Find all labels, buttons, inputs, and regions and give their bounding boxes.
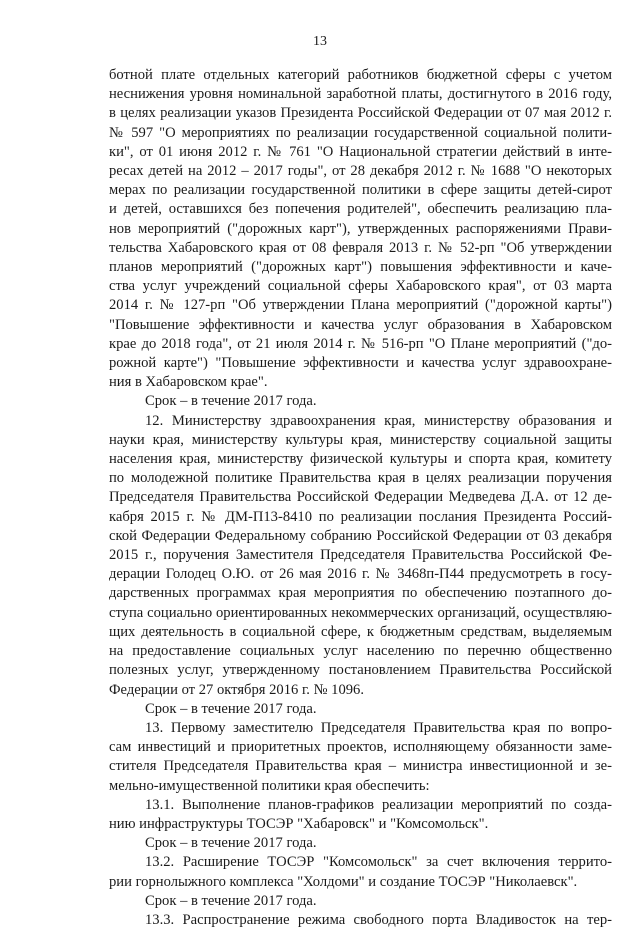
text-line: ресах детей на 2012 – 2017 годы", от 28 декабря 2012 г. № 1688 "О некоторых — [109, 163, 612, 180]
text-line: рожной карте") "Повышение эффективности и качества услуг здравоохране- — [109, 355, 612, 372]
text-line: дерации Голодец О.Ю. от 26 мая 2016 г. № 3468п-П44 предусмотреть в госу- — [109, 566, 612, 583]
text-line: 13. Первому заместителю Председателя Правительства края по вопро- — [145, 719, 612, 736]
text-line: 13.1. Выполнение планов-графиков реализации мероприятий по созда- — [145, 796, 612, 813]
text-line: 12. Министерству здравоохранения края, министерству образования и — [145, 412, 612, 429]
text-line: щих деятельность в социальной сфере, к бюджетным средствам, выделяемым — [109, 623, 612, 640]
text-line: стителя Председателя Правительства края – министра инвестиционной и зе- — [109, 758, 612, 775]
text-line: крае до 2018 года", от 21 июля 2014 г. № 516-рп "О Плане мероприятий ("до- — [109, 335, 612, 352]
page-number: 13 — [313, 34, 327, 49]
text-line: неснижения уровня номинальной заработной платы, достигнутого в 2016 году, — [109, 86, 612, 103]
text-line: и детей, оставшихся без попечения родителей", обеспечить реализацию пла- — [109, 201, 612, 218]
document-body — [109, 66, 612, 930]
text-line: 13.3. Распространение режима свободного порта Владивосток на тер- — [145, 911, 612, 928]
text-line: полезных услуг, утвержденному постановлением Правительства Российской — [109, 662, 612, 679]
text-line: науки края, министерству культуры края, министерству социальной защиты — [109, 431, 612, 448]
text-line: Федерации от 27 октября 2016 г. № 1096. — [109, 681, 364, 698]
text-line: ступа социально ориентированных некоммерческих организаций, осуществляю- — [109, 604, 612, 621]
text-line: Срок – в течение 2017 года. — [145, 700, 317, 717]
text-line: кабря 2015 г. № ДМ-П13-8410 по реализации послания Президента Россий- — [109, 508, 612, 525]
text-line: 2014 г. № 127-рп "Об утверждении Плана мероприятий ("дорожной карты") — [109, 297, 612, 314]
text-line: мельно-имущественной политики края обеспечить: — [109, 777, 430, 794]
text-line: Срок – в течение 2017 года. — [145, 393, 317, 410]
text-line: сам инвестиций и приоритетных проектов, исполняющему обязанности заме- — [109, 739, 612, 756]
text-line: дарственных программах края мероприятия по обеспечению поэтапного до- — [109, 585, 612, 602]
text-line: по молодежной политике Правительства края в целях реализации поручения — [109, 470, 612, 487]
text-line: 2015 г., поручения Заместителя Председателя Правительства Российской Фе- — [109, 547, 612, 564]
text-line: в целях реализации указов Президента Российской Федерации от 07 мая 2012 г. — [109, 105, 612, 122]
text-line: рии горнолыжного комплекса "Холдоми" и создание ТОСЭР "Николаевск". — [109, 873, 578, 890]
text-line: Председателя Правительства Российской Федерации Медведева Д.А. от 12 де- — [109, 489, 612, 506]
text-line: Срок – в течение 2017 года. — [145, 835, 317, 852]
text-line: ки", от 01 июня 2012 г. № 761 "О Национальной стратегии действий в инте- — [109, 143, 612, 160]
text-line: "Повышение эффективности и качества услуг образования в Хабаровском — [109, 316, 612, 333]
text-line: № 597 "О мероприятиях по реализации государственной социальной полити- — [109, 124, 612, 141]
text-line: ской Федерации Федеральному собранию Российской Федерации от 03 декабря — [109, 527, 612, 544]
text-line: тельства Хабаровского края от 08 февраля 2013 г. № 52-рп "Об утверждении — [109, 239, 612, 256]
text-line: на предоставление социальных услуг населению по перечню общественно — [109, 643, 612, 660]
text-line: мерах по реализации государственной политики в сфере защиты детей-сирот — [109, 182, 612, 199]
text-line: ния в Хабаровском крае". — [109, 374, 268, 391]
text-line: нию инфраструктуры ТОСЭР "Хабаровск" и "Комсомольск". — [109, 815, 489, 832]
text-line: нов мероприятий ("дорожных карт"), утвержденных распоряжениями Прави- — [109, 220, 612, 237]
text-line: 13.2. Расширение ТОСЭР "Комсомольск" за счет включения террито- — [145, 854, 612, 871]
text-line: Срок – в течение 2017 года. — [145, 892, 317, 909]
text-line: населения края, министерству физической культуры и спорта края, комитету — [109, 451, 612, 468]
text-line: ботной плате отдельных категорий работников бюджетной сферы с учетом — [109, 67, 612, 83]
text-line: планов мероприятий ("дорожных карт") повышения эффективности и каче- — [109, 259, 612, 276]
text-line: ства услуг учреждений социальной сферы Хабаровского края", от 03 марта — [109, 278, 612, 295]
